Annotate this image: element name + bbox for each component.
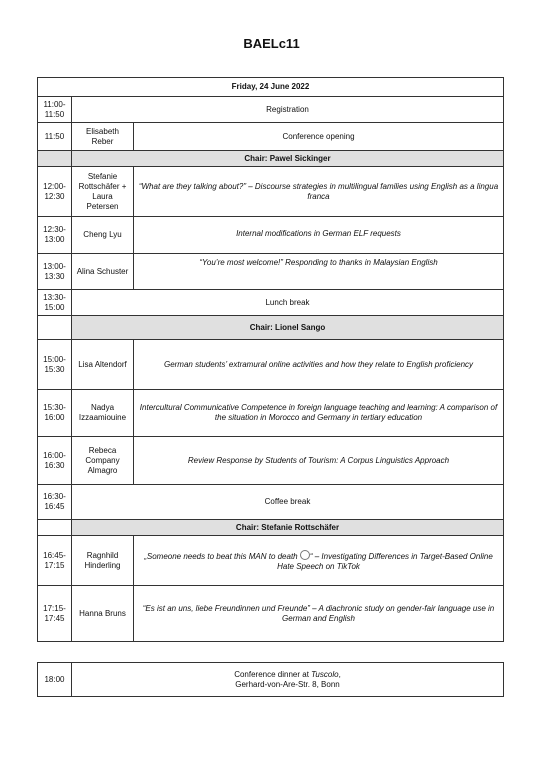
time-cell: 17:15- 17:45 <box>38 586 72 642</box>
chair-spacer <box>38 151 72 167</box>
schedule-row <box>38 390 504 437</box>
time-cell: 12:30- 13:00 <box>38 217 72 254</box>
schedule-row <box>38 217 504 254</box>
session-cell: Coffee break <box>72 485 504 520</box>
time-cell: 15:00- 15:30 <box>38 340 72 390</box>
time-cell: 11:00- 11:50 <box>38 97 72 123</box>
time-cell: 13:30- 15:00 <box>38 290 72 316</box>
speaker-cell: Nadya Izzaamiouine <box>72 390 134 437</box>
schedule-row <box>38 485 504 520</box>
chair-cell: Chair: Lionel Sango <box>72 316 504 340</box>
time-cell: 16:00- 16:30 <box>38 437 72 485</box>
dinner-label: Conference dinner at <box>234 669 312 679</box>
speaker-cell: Cheng Lyu <box>72 217 134 254</box>
document-title: BAELc11 <box>243 36 300 51</box>
schedule-row <box>38 167 504 217</box>
talk-title-cell: Review Response by Students of Tourism: A Corpus Linguistics Approach <box>134 437 504 485</box>
chair-cell: Chair: Stefanie Rottschäfer <box>72 520 504 536</box>
schedule-row <box>38 586 504 642</box>
day-header-row <box>38 78 504 97</box>
session-cell: Lunch break <box>72 290 504 316</box>
talk-title-part: „Someone needs to beat this MAN to death <box>144 551 300 561</box>
time-cell: 16:45- 17:15 <box>38 536 72 586</box>
talk-title-cell: Intercultural Communicative Competence in foreign language teaching and learning: A comparison of the situation in Morocco and Germany in tertiary education <box>134 390 504 437</box>
chair-cell: Chair: Pawel Sickinger <box>72 151 504 167</box>
time-cell: 18:00 <box>38 663 72 697</box>
schedule-table <box>37 77 504 642</box>
speaker-cell: Alina Schuster <box>72 254 134 290</box>
talk-title-cell: “Es ist an uns, liebe Freundinnen und Freunde” – A diachronic study on gender-fair language use in German and English <box>134 586 504 642</box>
session-cell: Registration <box>72 97 504 123</box>
time-cell: 16:30- 16:45 <box>38 485 72 520</box>
schedule-row <box>38 97 504 123</box>
schedule-row <box>38 536 504 586</box>
talk-title-part: “ – Investigating Differences in Target-Based Online Hate Speech on TikTok <box>277 551 493 571</box>
session-cell: Conference opening <box>134 123 504 151</box>
speaker-cell: Elisabeth Reber <box>72 123 134 151</box>
dinner-punct: , <box>338 669 341 679</box>
dinner-venue: Tuscolo <box>311 669 339 679</box>
speaker-cell: Lisa Altendorf <box>72 340 134 390</box>
talk-title-cell: “You’re most welcome!” Responding to thanks in Malaysian English <box>134 254 504 290</box>
speaker-cell: Rebeca Company Almagro <box>72 437 134 485</box>
speaker-cell: Ragnhild Hinderling <box>72 536 134 586</box>
speaker-cell: Stefanie Rottschäfer + Laura Petersen <box>72 167 134 217</box>
grimace-emoji-icon <box>300 550 310 560</box>
time-cell: 15:30- 16:00 <box>38 390 72 437</box>
chair-row <box>38 520 504 536</box>
time-cell: 12:00- 12:30 <box>38 167 72 217</box>
dinner-cell <box>72 663 504 697</box>
dinner-row <box>38 663 504 697</box>
schedule-row <box>38 340 504 390</box>
talk-title-cell: German students’ extramural online activities and how they relate to English proficiency <box>134 340 504 390</box>
speaker-cell: Hanna Bruns <box>72 586 134 642</box>
talk-title-cell: Internal modifications in German ELF requests <box>134 217 504 254</box>
schedule-row <box>38 254 504 290</box>
talk-title-cell: “What are they talking about?” – Discourse strategies in multilingual families using English as a lingua franca <box>134 167 504 217</box>
talk-title-cell <box>134 536 504 586</box>
time-cell: 13:00- 13:30 <box>38 254 72 290</box>
dinner-table <box>37 662 504 697</box>
time-cell: 11:50 <box>38 123 72 151</box>
day-heading: Friday, 24 June 2022 <box>38 78 504 97</box>
chair-spacer <box>38 520 72 536</box>
dinner-address: Gerhard-von-Are-Str. 8, Bonn <box>235 679 340 689</box>
chair-row <box>38 316 504 340</box>
chair-row <box>38 151 504 167</box>
schedule-row <box>38 437 504 485</box>
chair-spacer <box>38 316 72 340</box>
schedule-row <box>38 290 504 316</box>
schedule-row <box>38 123 504 151</box>
